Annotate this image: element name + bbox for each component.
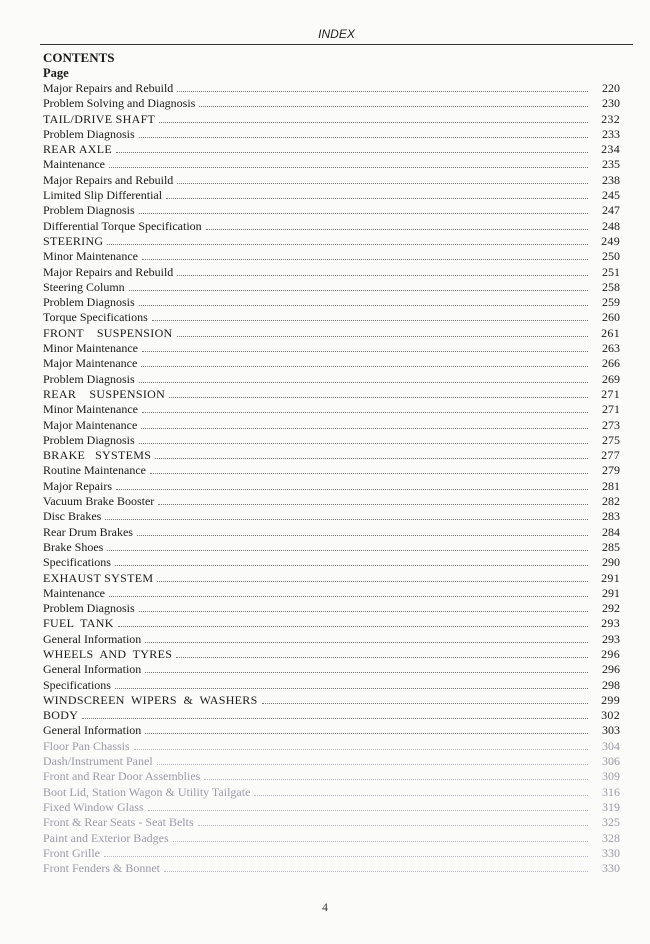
entry-page-number: 260	[602, 310, 620, 325]
entry-page-number: 292	[602, 601, 620, 616]
list-item	[43, 632, 620, 647]
entry-page-number: 293	[602, 631, 620, 646]
entry-page-number: 304	[602, 738, 620, 753]
dot-leader	[139, 372, 588, 383]
dot-leader	[139, 601, 588, 612]
entry-page-number: 269	[602, 371, 620, 386]
entry-label: Minor Maintenance	[43, 249, 138, 264]
list-item	[43, 678, 620, 693]
list-item	[43, 601, 620, 616]
entry-label: Torque Specifications	[43, 310, 148, 325]
dot-leader	[152, 310, 588, 321]
dot-leader	[177, 265, 588, 276]
list-item	[43, 509, 620, 524]
entry-page-number: 247	[602, 203, 620, 218]
entry-page-number: 328	[602, 830, 620, 845]
entry-page-number: 330	[602, 845, 620, 860]
section-heading-row	[43, 112, 620, 127]
dot-leader	[118, 616, 588, 627]
dot-leader	[142, 341, 588, 352]
entry-page-number: 290	[602, 555, 620, 570]
entry-label: Fixed Window Glass	[43, 799, 144, 814]
list-item	[43, 127, 620, 142]
list-item	[43, 815, 620, 830]
page-column-label: Page	[43, 66, 69, 80]
list-item	[43, 525, 620, 540]
entry-page-number: 325	[602, 815, 620, 830]
dot-leader	[173, 831, 588, 842]
list-item	[43, 586, 620, 601]
dot-leader	[129, 280, 588, 291]
entry-label: Front and Rear Door Assemblies	[43, 769, 201, 784]
dot-leader	[166, 188, 588, 199]
entry-page-number: 281	[602, 478, 620, 493]
dot-leader	[109, 586, 588, 597]
list-item	[43, 310, 620, 325]
dot-leader	[107, 234, 588, 245]
entry-page-number: 266	[602, 356, 620, 371]
dot-leader	[141, 356, 588, 367]
list-item	[43, 433, 620, 448]
dot-leader	[148, 800, 588, 811]
entry-label: REAR AXLE	[43, 142, 113, 157]
entry-page-number: 284	[602, 524, 620, 539]
list-item	[43, 831, 620, 846]
entry-label: Vacuum Brake Booster	[43, 494, 155, 509]
entry-label: Major Repairs and Rebuild	[43, 81, 174, 95]
entry-label: Major Maintenance	[43, 417, 138, 432]
dot-leader	[254, 785, 588, 796]
list-item	[43, 846, 620, 861]
entry-label: Minor Maintenance	[43, 402, 138, 417]
dot-leader	[150, 463, 588, 474]
section-heading-row	[43, 616, 620, 631]
entry-label: Front & Rear Seats - Seat Belts	[43, 815, 194, 830]
entry-label: Problem Solving and Diagnosis	[43, 96, 196, 111]
entry-page-number: 273	[602, 417, 620, 432]
entry-page-number: 271	[602, 402, 620, 417]
entry-label: Problem Diagnosis	[43, 203, 135, 218]
list-item	[43, 356, 620, 371]
dot-leader	[176, 647, 588, 658]
list-item	[43, 555, 620, 570]
dot-leader	[139, 127, 588, 138]
dot-leader	[142, 402, 588, 413]
entry-label: Major Repairs and Rebuild	[43, 172, 174, 187]
entry-label: FUEL TANK	[43, 616, 114, 631]
dot-leader	[139, 203, 588, 214]
dot-leader	[139, 295, 588, 306]
dot-leader	[204, 769, 588, 780]
entry-label: Steering Column	[43, 279, 125, 294]
page-header	[40, 26, 633, 45]
dot-leader	[177, 173, 588, 184]
dot-leader	[137, 525, 588, 536]
dot-leader	[116, 142, 588, 153]
entry-page-number: 298	[602, 677, 620, 692]
dot-leader	[115, 555, 588, 566]
dot-leader	[145, 632, 588, 643]
list-item	[43, 662, 620, 677]
dot-leader	[142, 249, 588, 260]
entry-page-number: 291	[602, 585, 620, 600]
list-item	[43, 739, 620, 754]
entry-label: General Information	[43, 662, 142, 677]
entry-label: Major Repairs	[43, 478, 112, 493]
entry-page-number: 220	[602, 81, 620, 95]
section-heading-row	[43, 387, 620, 402]
section-heading-row	[43, 693, 620, 708]
entry-page-number: 238	[602, 172, 620, 187]
entry-page-number: 275	[602, 432, 620, 447]
dot-leader	[134, 739, 588, 750]
entry-page-number: 258	[602, 279, 620, 294]
list-item	[43, 96, 620, 111]
entry-label: BRAKE SYSTEMS	[43, 448, 152, 463]
entry-page-number: 299	[601, 692, 620, 707]
entry-label: STEERING	[43, 233, 104, 248]
entry-label: General Information	[43, 723, 142, 738]
entry-label: Major Repairs and Rebuild	[43, 264, 174, 279]
entry-label: REAR SUSPENSION	[43, 386, 166, 401]
entry-page-number: 319	[602, 799, 620, 814]
entry-label: Maintenance	[43, 157, 105, 172]
dot-leader	[107, 540, 588, 551]
dot-leader	[198, 815, 588, 826]
dot-leader	[206, 219, 588, 230]
contents-list	[43, 81, 620, 876]
entry-page-number: 296	[602, 662, 620, 677]
entry-label: Front Grille	[43, 845, 100, 860]
list-item	[43, 81, 620, 96]
contents-section	[43, 50, 620, 876]
entry-label: Boot Lid, Station Wagon & Utility Tailgate	[43, 784, 251, 799]
list-item	[43, 785, 620, 800]
list-item	[43, 372, 620, 387]
entry-page-number: 234	[601, 142, 620, 157]
list-item	[43, 769, 620, 784]
dot-leader	[82, 708, 588, 719]
list-item	[43, 800, 620, 815]
entry-page-number: 309	[602, 769, 620, 784]
list-item	[43, 418, 620, 433]
entry-page-number: 232	[601, 111, 620, 126]
entry-page-number: 249	[601, 233, 620, 248]
entry-page-number: 250	[602, 249, 620, 264]
entry-page-number: 303	[602, 723, 620, 738]
dot-leader	[159, 112, 588, 123]
list-item	[43, 479, 620, 494]
entry-label: Limited Slip Differential	[43, 188, 163, 203]
list-item	[43, 463, 620, 478]
dot-leader	[157, 571, 588, 582]
list-item	[43, 188, 620, 203]
entry-label: Problem Diagnosis	[43, 601, 135, 616]
dot-leader	[141, 418, 588, 429]
entry-page-number: 271	[601, 386, 620, 401]
entry-page-number: 248	[602, 218, 620, 233]
dot-leader	[145, 662, 588, 673]
list-item	[43, 219, 620, 234]
entry-label: Differential Torque Specification	[43, 218, 202, 233]
entry-label: Routine Maintenance	[43, 463, 146, 478]
list-item	[43, 540, 620, 555]
entry-label: TAIL/DRIVE SHAFT	[43, 111, 156, 126]
entry-label: Disc Brakes	[43, 509, 102, 524]
entry-label: Rear Drum Brakes	[43, 524, 133, 539]
list-item	[43, 203, 620, 218]
entry-label: Dash/Instrument Panel	[43, 754, 153, 769]
entry-page-number: 259	[602, 295, 620, 310]
dot-leader	[109, 157, 588, 168]
entry-page-number: 296	[601, 646, 620, 661]
section-heading-row	[43, 448, 620, 463]
dot-leader	[157, 754, 588, 765]
section-heading-row	[43, 647, 620, 662]
section-heading-row	[43, 234, 620, 249]
list-item	[43, 173, 620, 188]
dot-leader	[155, 448, 588, 459]
entry-label: Front Fenders & Bonnet	[43, 861, 160, 876]
list-item	[43, 402, 620, 417]
list-item	[43, 295, 620, 310]
list-item	[43, 280, 620, 295]
entry-page-number: 282	[602, 494, 620, 509]
entry-page-number: 261	[601, 325, 620, 340]
entry-page-number: 283	[602, 509, 620, 524]
entry-page-number: 306	[602, 754, 620, 769]
dot-leader	[177, 81, 588, 92]
list-item	[43, 494, 620, 509]
list-item	[43, 265, 620, 280]
dot-leader	[158, 494, 588, 505]
entry-label: Minor Maintenance	[43, 341, 138, 356]
entry-page-number: 302	[601, 708, 620, 723]
entry-label: Problem Diagnosis	[43, 371, 135, 386]
dot-leader	[199, 96, 588, 107]
entry-page-number: 235	[602, 157, 620, 172]
header-title: INDEX	[318, 27, 355, 41]
list-item	[43, 157, 620, 172]
entry-page-number: 263	[602, 341, 620, 356]
dot-leader	[169, 387, 588, 398]
entry-label: WINDSCREEN WIPERS & WASHERS	[43, 692, 258, 707]
entry-label: Specifications	[43, 555, 111, 570]
section-heading-row	[43, 708, 620, 723]
entry-page-number: 233	[602, 126, 620, 141]
entry-page-number: 279	[602, 463, 620, 478]
entry-label: Maintenance	[43, 585, 105, 600]
entry-page-number: 277	[601, 448, 620, 463]
section-heading-row	[43, 142, 620, 157]
entry-label: Major Maintenance	[43, 356, 138, 371]
list-item	[43, 723, 620, 738]
dot-leader	[177, 326, 588, 337]
dot-leader	[115, 678, 588, 689]
entry-label: WHEELS AND TYRES	[43, 646, 173, 661]
list-item	[43, 861, 620, 876]
list-item	[43, 249, 620, 264]
entry-page-number: 293	[601, 616, 620, 631]
section-heading-row	[43, 571, 620, 586]
section-heading-row	[43, 326, 620, 341]
entry-label: BODY	[43, 708, 79, 723]
dot-leader	[116, 479, 588, 490]
entry-page-number: 230	[602, 96, 620, 111]
entry-label: Problem Diagnosis	[43, 126, 135, 141]
entry-page-number: 316	[602, 784, 620, 799]
dot-leader	[164, 861, 588, 872]
entry-label: Floor Pan Chassis	[43, 738, 130, 753]
dot-leader	[104, 846, 588, 857]
entry-label: Problem Diagnosis	[43, 432, 135, 447]
dot-leader	[145, 723, 588, 734]
dot-leader	[139, 433, 588, 444]
dot-leader	[262, 693, 588, 704]
entry-page-number: 285	[602, 539, 620, 554]
entry-label: General Information	[43, 631, 142, 646]
entry-label: Paint and Exterior Badges	[43, 830, 169, 845]
entry-label: Problem Diagnosis	[43, 295, 135, 310]
entry-page-number: 330	[602, 861, 620, 876]
entry-label: Specifications	[43, 677, 111, 692]
entry-page-number: 245	[602, 188, 620, 203]
entry-label: Brake Shoes	[43, 539, 104, 554]
contents-title: CONTENTS	[43, 50, 115, 65]
list-item	[43, 341, 620, 356]
list-item	[43, 754, 620, 769]
page-number: 4	[322, 900, 328, 914]
entry-label: FRONT SUSPENSION	[43, 325, 173, 340]
entry-label: EXHAUST SYSTEM	[43, 570, 154, 585]
entry-page-number: 251	[602, 264, 620, 279]
entry-page-number: 291	[601, 570, 620, 585]
dot-leader	[105, 509, 588, 520]
